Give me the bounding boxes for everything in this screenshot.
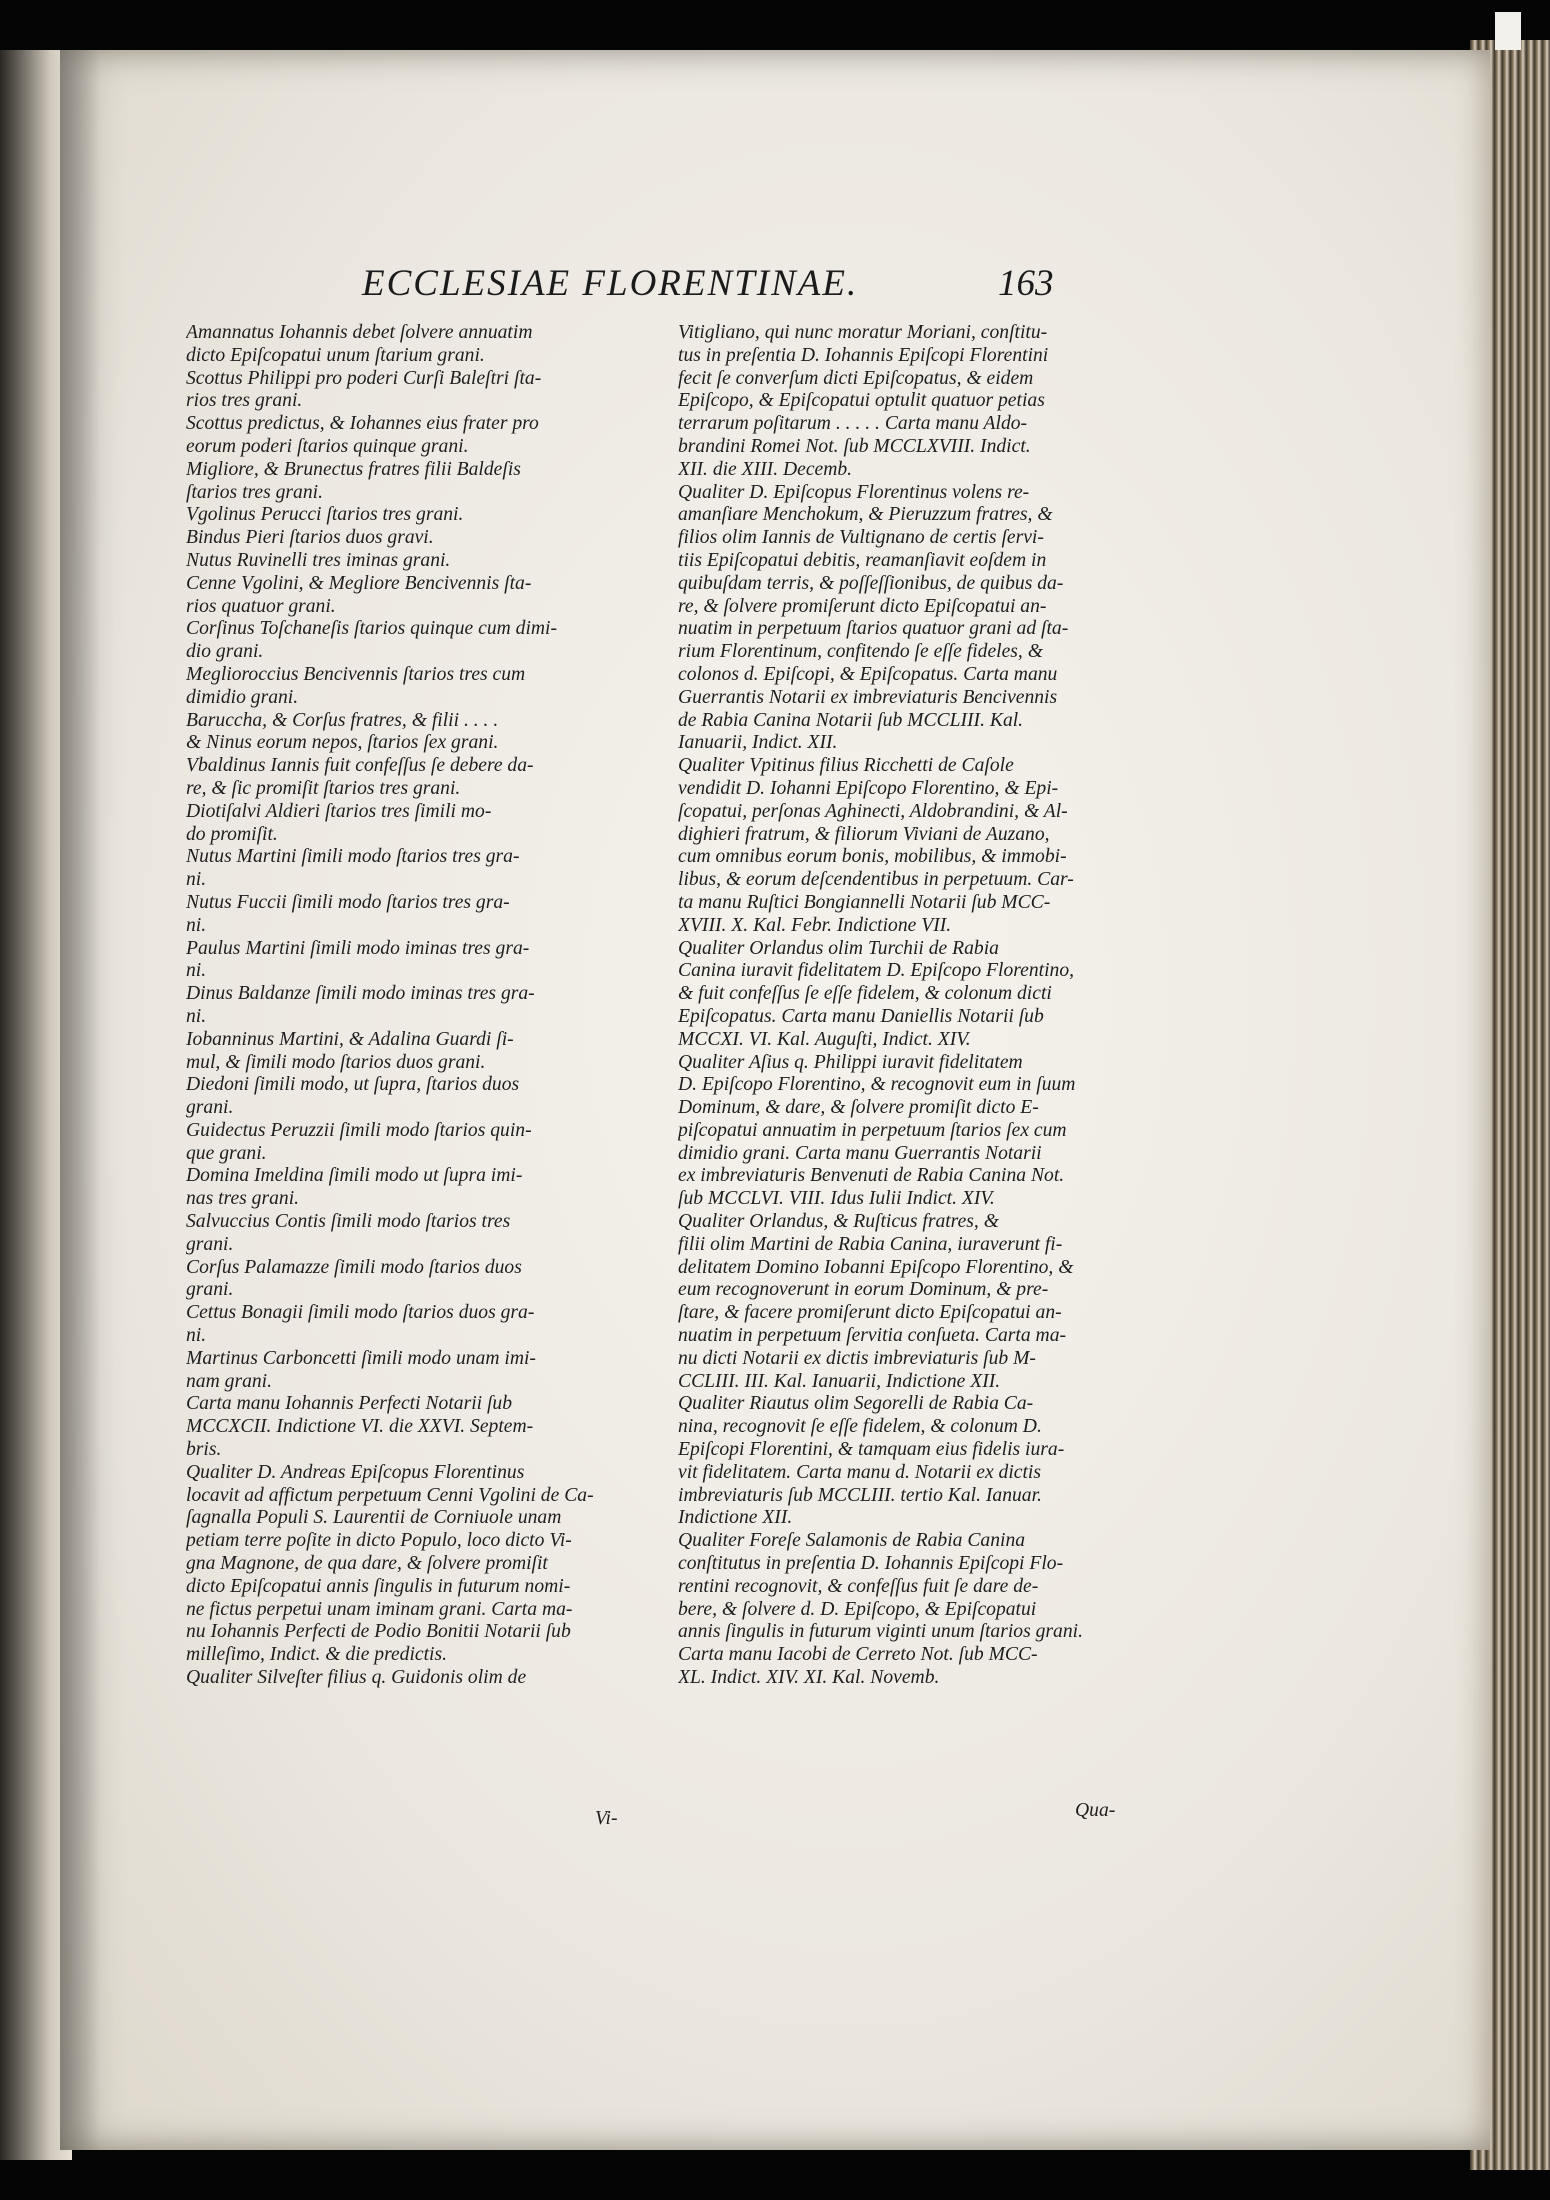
text-line: Guidectus Peruzzii ſimili modo ſtarios quin- (186, 1119, 532, 1141)
text-line: Domina Imeldina ſimili modo ut ſupra imi- (186, 1165, 523, 1187)
text-line: Cenne Vgolini, & Megliore Bencivennis ſta- (186, 572, 532, 594)
right-text-column (678, 322, 1153, 1690)
text-line: Qualiter Orlandus, & Ruſticus fratres, & (678, 1211, 999, 1233)
text-line: & Ninus eorum nepos, ſtarios ſex grani. (186, 732, 499, 754)
text-line: XII. die XIII. Decemb. (678, 458, 853, 480)
text-line: Vgolinus Perucci ſtarios tres grani. (186, 504, 464, 526)
text-line: Salvuccius Contis ſimili modo ſtarios tres (186, 1211, 511, 1233)
text-line: ni. (186, 960, 207, 982)
text-line: ta manu Ruſtici Bongiannelli Notarii ſub MCC- (678, 891, 1051, 913)
text-line: petiam terre poſite in dicto Populo, loco dicto Vi- (186, 1530, 572, 1552)
text-line: Scottus Philippi pro poderi Curſi Baleſtri ſta- (186, 367, 542, 389)
text-line: milleſimo, Indict. & die predictis. (186, 1644, 448, 1666)
text-line: locavit ad affictum perpetuum Cenni Vgolini de Ca- (186, 1484, 594, 1506)
text-line: vit fidelitatem. Carta manu d. Notarii ex dictis (678, 1461, 1042, 1483)
text-line: bris. (186, 1439, 222, 1461)
text-line: Qualiter Silveſter filius q. Guidonis olim de (186, 1667, 527, 1689)
text-line: Qualiter D. Andreas Epiſcopus Florentinus (186, 1461, 525, 1483)
text-line: brandini Romei Not. ſub MCCLXVIII. Indict. (678, 435, 1031, 457)
text-line: Guerrantis Notarii ex imbreviaturis Bencivennis (678, 686, 1058, 708)
text-line: Qualiter Orlandus olim Turchii de Rabia (678, 937, 999, 959)
text-line: nu Iohannis Perfecti de Podio Bonitii Notarii ſub (186, 1621, 571, 1643)
text-line: re, & ſolvere promiſerunt dicto Epiſcopatui an- (678, 595, 1047, 617)
text-line: Bindus Pieri ſtarios duos gravi. (186, 527, 434, 549)
text-line: Epiſcopatus. Carta manu Daniellis Notarii ſub (678, 1005, 1044, 1027)
text-line: Qualiter Riautus olim Segorelli de Rabia Ca- (678, 1393, 1034, 1415)
text-line: eorum poderi ſtarios quinque grani. (186, 435, 469, 457)
text-line: quibuſdam terris, & poſſeſſionibus, de quibus da- (678, 572, 1064, 594)
text-line: nuatim in perpetuum ſtarios quatuor grani ad ſta- (678, 618, 1069, 640)
text-line: Martinus Carboncetti ſimili modo unam imi- (186, 1347, 536, 1369)
text-line: rios quatuor grani. (186, 595, 336, 617)
text-line: Nutus Martini ſimili modo ſtarios tres gra- (186, 846, 520, 868)
text-line: Qualiter Aſius q. Philippi iuravit fidelitatem (678, 1051, 1023, 1073)
text-line: grani. (186, 1097, 234, 1119)
text-line: filii olim Martini de Rabia Canina, iuraverunt fi- (678, 1233, 1063, 1255)
text-line: Vbaldinus Iannis fuit confeſſus ſe debere da- (186, 755, 534, 777)
text-line: Indictione XII. (678, 1507, 793, 1529)
text-line: Cettus Bonagii ſimili modo ſtarios duos gra- (186, 1302, 535, 1324)
text-line: Nutus Ruvinelli tres iminas grani. (186, 549, 451, 571)
text-line: eum recognoverunt in eorum Dominum, & pre- (678, 1279, 1049, 1301)
text-line: dicto Epiſcopatui annis ſingulis in futurum nomi- (186, 1575, 571, 1597)
text-line: imbreviaturis ſub MCCLIII. tertio Kal. Ianuar. (678, 1484, 1042, 1506)
text-line: dimidio grani. (186, 686, 299, 708)
text-line: do promiſit. (186, 823, 278, 845)
text-line: ſagnalla Populi S. Laurentii de Corniuole unam (186, 1507, 562, 1529)
text-line: MCCXCII. Indictione VI. die XXVI. Septem- (186, 1416, 534, 1438)
text-line: filios olim Iannis de Vultignano de certis ſervi- (678, 527, 1044, 549)
text-line: nu dicti Notarii ex dictis imbreviaturis ſub M- (678, 1347, 1036, 1369)
text-line: terrarum poſitarum . . . . . Carta manu Aldo- (678, 413, 1028, 435)
text-line: ni. (186, 869, 207, 891)
text-line: cum omnibus eorum bonis, mobilibus, & immobi- (678, 846, 1067, 868)
text-line: fecit ſe converſum dicti Epiſcopatus, & eidem (678, 367, 1034, 389)
text-line: rentini recognovit, & confeſſus fuit ſe dare de- (678, 1575, 1039, 1597)
text-line: grani. (186, 1279, 234, 1301)
left-catchword: Vi- (595, 1808, 618, 1829)
text-line: rios tres grani. (186, 390, 303, 412)
text-line: Diedoni ſimili modo, ut ſupra, ſtarios duos (186, 1074, 520, 1096)
text-line: Scottus predictus, & Iohannes eius frater pro (186, 413, 539, 435)
text-line: Corſinus Toſchaneſis ſtarios quinque cum dimi- (186, 618, 558, 640)
text-line: Carta manu Iacobi de Cerreto Not. ſub MCC- (678, 1644, 1038, 1666)
text-line: mul, & ſimili modo ſtarios duos grani. (186, 1051, 486, 1073)
text-line: nina, recognovit ſe eſſe fidelem, & colonum D. (678, 1416, 1042, 1438)
text-line: dighieri fratrum, & filiorum Viviani de Auzano, (678, 823, 1050, 845)
text-line: ne fictus perpetui unam iminam grani. Carta ma- (186, 1598, 573, 1620)
text-line: conſtitutus in preſentia D. Iohannis Epiſcopi Flo- (678, 1553, 1064, 1575)
text-line: ni. (186, 1325, 207, 1347)
text-line: Baruccha, & Corſus fratres, & filii . . . . (186, 709, 499, 731)
text-line: ſtare, & facere promiſerunt dicto Epiſcopatui an- (678, 1302, 1062, 1324)
text-line: tus in preſentia D. Iohannis Epiſcopi Florentini (678, 344, 1049, 366)
text-line: Qualiter D. Epiſcopus Florentinus volens re- (678, 481, 1030, 503)
text-line: Diotiſalvi Aldieri ſtarios tres ſimili mo- (186, 800, 492, 822)
text-line: ni. (186, 1005, 207, 1027)
text-line: que grani. (186, 1142, 267, 1164)
text-line: Migliore, & Brunectus fratres filii Baldeſis (186, 458, 521, 480)
text-line: dicto Epiſcopatui unum ſtarium grani. (186, 344, 485, 366)
text-line: Corſus Palamazze ſimili modo ſtarios duos (186, 1256, 522, 1278)
text-line: Ianuarii, Indict. XII. (678, 732, 838, 754)
text-line: vendidit D. Iohanni Epiſcopo Florentino, & Epi- (678, 777, 1059, 799)
left-text-column (186, 322, 661, 1690)
text-line: libus, & eorum deſcendentibus in perpetuum. Car- (678, 869, 1074, 891)
text-line: Carta manu Iohannis Perfecti Notarii ſub (186, 1393, 513, 1415)
text-line: delitatem Domino Iobanni Epiſcopo Florentino, & (678, 1256, 1074, 1278)
text-line: D. Epiſcopo Florentino, & recognovit eum in ſuum (678, 1074, 1076, 1096)
text-line: tiis Epiſcopatui debitis, reamanſiavit eoſdem in (678, 549, 1047, 571)
gutter-shadow (60, 50, 100, 2150)
text-line: piſcopatui annuatim in perpetuum ſtarios ſex cum (678, 1119, 1067, 1141)
text-line: Nutus Fuccii ſimili modo ſtarios tres gra- (186, 891, 510, 913)
text-line: Canina iuravit fidelitatem D. Epiſcopo Florentino, (678, 960, 1075, 982)
text-line: ni. (186, 914, 207, 936)
text-line: & fuit confeſſus ſe eſſe fidelem, & colonum dicti (678, 983, 1052, 1005)
text-line: ſtarios tres grani. (186, 481, 323, 503)
text-line: nam grani. (186, 1370, 273, 1392)
text-line: MCCXI. VI. Kal. Auguſti, Indict. XIV. (678, 1028, 971, 1050)
text-line: Amannatus Iohannis debet ſolvere annuatim (186, 322, 533, 343)
text-line: grani. (186, 1233, 234, 1255)
right-catchword: Qua- (1075, 1800, 1116, 1821)
text-line: bere, & ſolvere d. D. Epiſcopo, & Epiſcopatui (678, 1598, 1037, 1620)
corner-mark (1495, 12, 1521, 50)
text-line: ſcopatui, perſonas Aghinecti, Aldobrandini, & Al- (678, 800, 1068, 822)
text-line: Epiſcopo, & Epiſcopatui optulit quatuor petias (678, 390, 1045, 412)
text-line: ſub MCCLVI. VIII. Idus Iulii Indict. XIV. (678, 1188, 995, 1210)
text-line: rium Florentinum, confitendo ſe eſſe fideles, & (678, 641, 1043, 663)
text-line: Qualiter Foreſe Salamonis de Rabia Canina (678, 1530, 1026, 1552)
text-line: gna Magnone, de qua dare, & ſolvere promiſit (186, 1553, 548, 1575)
text-line: de Rabia Canina Notarii ſub MCCLIII. Kal. (678, 709, 1024, 731)
text-line: Epiſcopi Florentini, & tamquam eius fidelis iura- (678, 1439, 1065, 1461)
text-line: Vitigliano, qui nunc moratur Moriani, conſtitu- (678, 322, 1048, 343)
text-line: colonos d. Epiſcopi, & Epiſcopatus. Carta manu (678, 663, 1058, 685)
text-line: ex imbreviaturis Benvenuti de Rabia Canina Not. (678, 1165, 1065, 1187)
page-number: 163 (998, 263, 1054, 304)
text-line: Iobanninus Martini, & Adalina Guardi ſi- (186, 1028, 514, 1050)
running-head: ECCLESIAE FLORENTINAE. (362, 263, 859, 304)
text-line: CCLIII. III. Kal. Ianuarii, Indictione XII. (678, 1370, 1001, 1392)
text-line: re, & ſic promiſit ſtarios tres grani. (186, 777, 461, 799)
text-line: Paulus Martini ſimili modo iminas tres gra- (186, 937, 530, 959)
text-line: XVIII. X. Kal. Febr. Indictione VII. (678, 914, 952, 936)
text-line: amanſiare Menchokum, & Pieruzzum fratres, & (678, 504, 1053, 526)
text-line: annis ſingulis in futurum viginti unum ſtarios grani. (678, 1621, 1083, 1643)
text-line: XL. Indict. XIV. XI. Kal. Novemb. (678, 1667, 940, 1689)
text-line: Dinus Baldanze ſimili modo iminas tres gra- (186, 983, 535, 1005)
text-line: Meglioroccius Bencivennis ſtarios tres cum (186, 663, 526, 685)
text-line: Qualiter Vpitinus filius Ricchetti de Caſole (678, 755, 1014, 777)
text-line: dio grani. (186, 641, 264, 663)
text-line: dimidio grani. Carta manu Guerrantis Notarii (678, 1142, 1042, 1164)
text-line: nas tres grani. (186, 1188, 300, 1210)
text-line: Dominum, & dare, & ſolvere promiſit dicto E- (678, 1097, 1039, 1119)
text-line: nuatim in perpetuum ſervitia conſueta. Carta ma- (678, 1325, 1067, 1347)
